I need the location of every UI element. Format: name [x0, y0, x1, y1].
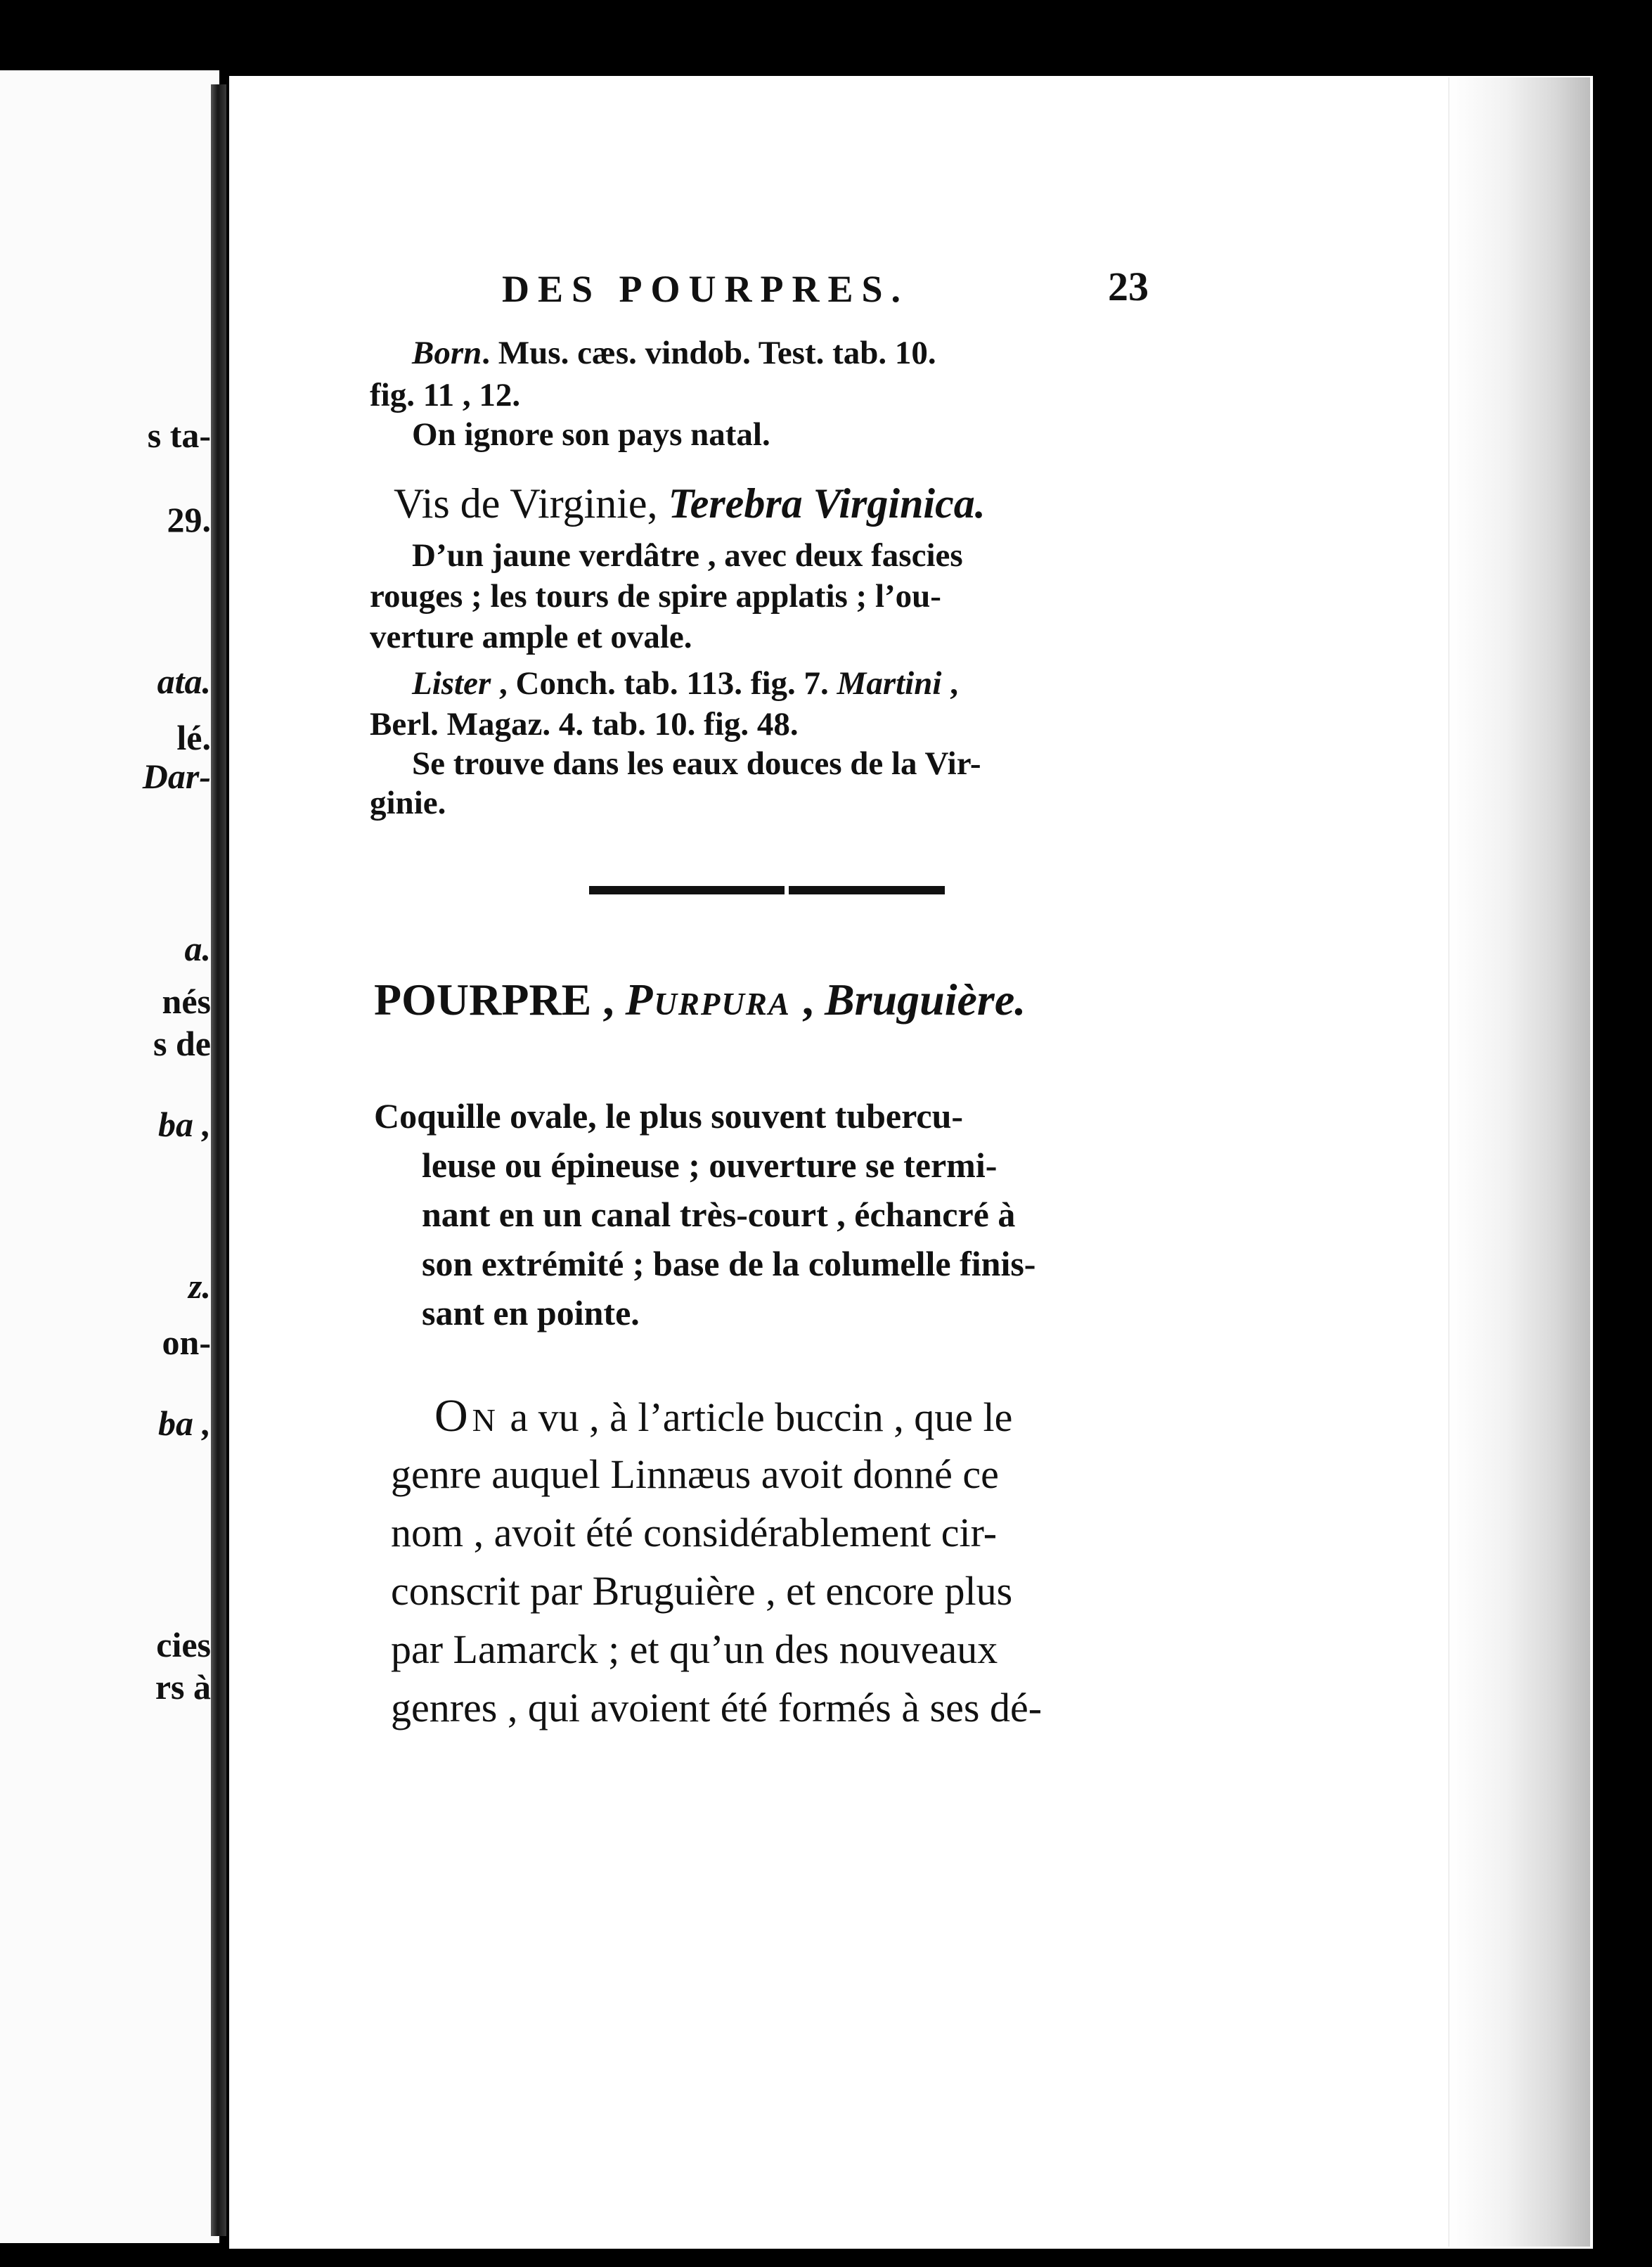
page-edge	[1448, 77, 1590, 2247]
description-line: verture ample et ovale.	[370, 619, 692, 655]
habitat-line: On ignore son pays natal.	[412, 416, 770, 453]
body-line: conscrit par Bruguière , et encore plus	[391, 1568, 1013, 1614]
reference-line: fig. 11 , 12.	[370, 377, 521, 413]
margin-fragment: ata.	[157, 662, 211, 701]
author-name: Martini	[837, 665, 942, 702]
body-line	[434, 1387, 1012, 1446]
diagnosis-line: sant en pointe.	[422, 1293, 640, 1332]
reference-line	[412, 332, 936, 374]
diagnosis-line: Coquille ovale, le plus souvent tubercu-	[374, 1096, 964, 1136]
body-line: genre auquel Linnæus avoit donné ce	[391, 1451, 999, 1497]
genus-latin-name: Purpura	[625, 975, 791, 1025]
body-line: genres , qui avoient été formés à ses dé-	[391, 1685, 1043, 1730]
habitat-line: Se trouve dans les eaux douces de la Vir-	[412, 745, 981, 782]
genus-author: Bruguière.	[824, 975, 1026, 1025]
reference-text: ,	[941, 665, 958, 702]
separator: ,	[790, 975, 825, 1025]
margin-fragment: nés	[162, 982, 211, 1021]
diagnosis-line: leuse ou épineuse ; ouverture se termi-	[422, 1145, 998, 1185]
reference-line	[412, 662, 958, 705]
margin-fragment: ba ,	[158, 1105, 211, 1144]
margin-fragment: rs à	[155, 1667, 211, 1707]
margin-fragment: Dar-	[142, 757, 211, 796]
margin-fragment: on-	[162, 1323, 211, 1362]
margin-fragment: z.	[188, 1266, 211, 1306]
genus-name: POURPRE	[374, 975, 592, 1025]
description-line: rouges ; les tours de spire applatis ; l’ou-	[370, 578, 941, 615]
reference-text: , Conch. tab. 113. fig. 7.	[491, 665, 837, 702]
running-head	[502, 264, 1149, 316]
reference-text: . Mus. cæs. vindob. Test. tab. 10.	[482, 335, 936, 371]
body-line: par Lamarck ; et qu’un des nouveaux	[391, 1626, 998, 1672]
body-text: a vu , à l’article buccin , que le	[499, 1394, 1013, 1440]
species-title	[394, 482, 986, 525]
separator: ,	[591, 975, 626, 1025]
running-head-title: DES POURPRES.	[502, 268, 910, 310]
margin-fragment: cies	[156, 1625, 211, 1664]
section-rule	[589, 886, 945, 894]
margin-fragment: ba ,	[158, 1404, 211, 1443]
margin-fragment: s de	[153, 1024, 211, 1063]
diagnosis-line: nant en un canal très-court , échancré à	[422, 1195, 1016, 1234]
drop-word: On	[434, 1390, 500, 1441]
margin-fragment: 29.	[167, 500, 211, 539]
body-line: nom , avoit été considérablement cir-	[391, 1510, 998, 1555]
margin-fragment: lé.	[176, 718, 211, 757]
page-number: 23	[1108, 264, 1149, 309]
margin-fragment: s ta-	[147, 416, 211, 455]
diagnosis-line: son extrémité ; base de la columelle finis-	[422, 1244, 1036, 1283]
author-name: Lister	[412, 665, 491, 702]
genus-title	[374, 975, 1026, 1025]
species-latin-name: Terebra Virginica.	[668, 480, 986, 527]
reference-line: Berl. Magaz. 4. tab. 10. fig. 48.	[370, 706, 799, 743]
habitat-line: ginie.	[370, 785, 446, 821]
description-line: D’un jaune verdâtre , avec deux fascies	[412, 537, 963, 574]
species-common-name: Vis de Virginie,	[394, 480, 669, 527]
left-page-fragments	[0, 0, 219, 2267]
margin-fragment: a.	[184, 929, 211, 968]
author-name: Born	[412, 335, 482, 371]
